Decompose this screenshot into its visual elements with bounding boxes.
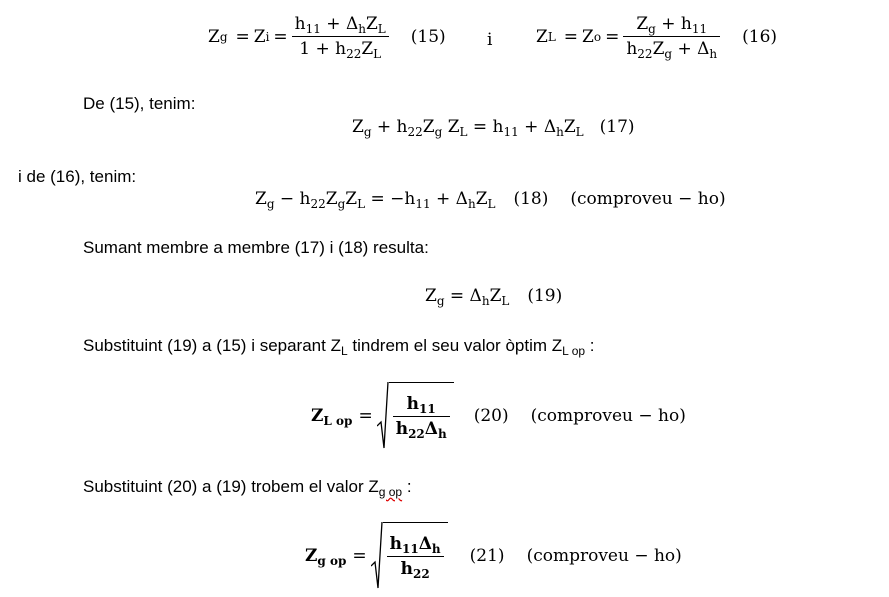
- eq18-sub: g: [337, 197, 346, 211]
- eq20-den: h: [395, 419, 409, 439]
- equation-19: [425, 286, 562, 306]
- eq21-num: h: [389, 534, 403, 554]
- eq21-lhs-sub: g op: [317, 554, 347, 568]
- eq17-sub: h: [556, 125, 564, 139]
- eq21-den: h: [400, 559, 413, 579]
- eq15-num-c-sub: L: [377, 22, 386, 36]
- eq15-fraction: [292, 14, 389, 59]
- eq18-sub: 11: [415, 197, 431, 211]
- eq16-num-b-sub: 11: [691, 22, 708, 36]
- subst1-part-c: :: [585, 336, 595, 355]
- eq17-part: Z: [563, 117, 576, 137]
- eq18-part: Z: [345, 189, 358, 209]
- eq20-num: h: [406, 394, 420, 414]
- conjunction-i: i: [487, 30, 493, 50]
- eq16-equals-2: =: [605, 26, 620, 47]
- equation-16: Z L = Z o = $\frac{Z_g + h_{11}}{h_{22}Z_g + \Delta_h}$ (16): [536, 14, 778, 61]
- eq20-sqrt: [377, 382, 454, 450]
- eq20-number: (20): [473, 406, 509, 426]
- subst2-part-c: :: [402, 477, 412, 496]
- eq15-num-c: Z: [365, 14, 378, 34]
- text-de-16: i de (16), tenim:: [18, 167, 137, 186]
- eq18-part: = −h: [365, 189, 416, 209]
- eq16-den-c: + Δ: [672, 39, 710, 59]
- eq17-sub: 11: [503, 125, 519, 139]
- eq15-num-b: + Δ: [320, 14, 359, 34]
- eq20-lhs: Z: [311, 406, 324, 426]
- eq20-note: (comproveu − ho): [530, 406, 686, 426]
- eq21-num2: Δ: [418, 534, 432, 554]
- eq20-den2: Δ: [424, 419, 438, 439]
- eq17-part: Z: [442, 117, 460, 137]
- eq20-num-sub: 11: [419, 402, 436, 416]
- equation-21: [305, 522, 682, 590]
- equation-15: Z g = Z i = $\frac{h_{11} + \Delta_hZ_L}{1 + h_{22}Z_L}$ (15): [208, 14, 446, 61]
- eq18-part: Z: [325, 189, 338, 209]
- eq17-number: (17): [599, 117, 635, 137]
- eq16-num-a-sub: g: [648, 22, 656, 36]
- eq21-note: (comproveu − ho): [526, 546, 682, 566]
- eq17-sub: 22: [407, 125, 423, 139]
- eq21-lhs: Z: [305, 546, 318, 566]
- eq15-equals-2: =: [273, 26, 288, 47]
- radical-sign-icon: [371, 522, 383, 590]
- eq21-sqrt: [371, 522, 448, 590]
- eq18-sub: 22: [310, 197, 326, 211]
- eq15-zi: Z: [253, 26, 266, 47]
- eq21-number: (21): [469, 546, 505, 566]
- eq16-den-b-sub: g: [664, 47, 673, 61]
- eq17-part: + h: [371, 117, 408, 137]
- eq17-sub: L: [575, 125, 584, 139]
- eq21-equals: =: [352, 546, 367, 566]
- eq16-zo: Z: [582, 26, 594, 47]
- eq17-part: = h: [467, 117, 504, 137]
- eq15-den-b: Z: [361, 39, 374, 59]
- eq17-sub: L: [459, 125, 468, 139]
- eq20-den2-sub: h: [437, 427, 447, 441]
- eq19-part: Z: [425, 286, 437, 306]
- subst1-part-b: tindrem el seu valor òptim Z: [347, 336, 563, 355]
- equation-18: [255, 189, 726, 209]
- eq16-den-a: h: [626, 39, 638, 59]
- eq18-sub: L: [487, 197, 496, 211]
- eq18-sub: g: [266, 197, 275, 211]
- eq18-part: + Δ: [430, 189, 468, 209]
- subst2-sub-a: g op: [378, 485, 403, 499]
- eq15-num-b-sub: h: [358, 22, 366, 36]
- eq15-den-a-sub: 22: [346, 47, 362, 61]
- eq16-equals: =: [563, 26, 579, 47]
- eq20-lhs-sub: L op: [323, 414, 353, 428]
- eq18-part: Z: [475, 189, 488, 209]
- eq16-den-a-sub: 22: [637, 47, 653, 61]
- eq18-note: (comproveu − ho): [570, 189, 726, 209]
- eq19-sub: L: [501, 294, 510, 308]
- eq21-den-sub: 22: [412, 567, 430, 581]
- equation-17: [352, 117, 635, 137]
- eq17-sub: g: [363, 125, 372, 139]
- subst1-sub-b: L op: [562, 344, 586, 358]
- eq19-part: = Δ: [444, 286, 482, 306]
- eq19-sub: h: [481, 294, 490, 308]
- eq17-sub: g: [434, 125, 443, 139]
- equation-20: [311, 382, 686, 450]
- eq19-number: (19): [527, 286, 563, 306]
- eq16-num-b: + h: [655, 14, 692, 34]
- eq16-fraction: [623, 14, 720, 59]
- text-sumant: Sumant membre a membre (17) i (18) resulta:: [83, 238, 429, 257]
- eq21-num2-sub: h: [431, 542, 441, 556]
- eq19-sub: g: [436, 294, 445, 308]
- text-de-15: De (15), tenim:: [83, 94, 196, 113]
- eq18-number: (18): [513, 189, 549, 209]
- eq17-part: + Δ: [518, 117, 557, 137]
- eq16-den-c-sub: h: [709, 47, 718, 61]
- eq16-lhs: Z: [536, 26, 548, 47]
- eq15-den-a: 1 + h: [299, 39, 347, 59]
- eq17-part: Z: [352, 117, 364, 137]
- eq15-lhs: Z: [208, 26, 220, 47]
- eq19-part: Z: [489, 286, 502, 306]
- eq17-part: Z: [422, 117, 435, 137]
- text-substituint-2: [83, 477, 412, 497]
- subst1-sub-a: L: [340, 344, 348, 358]
- subst1-part-a: Substituint (19) a (15) i separant Z: [83, 336, 341, 355]
- eq15-equals: =: [235, 26, 250, 47]
- eq16-num-a: Z: [636, 14, 649, 34]
- eq15-num-a-sub: 11: [305, 22, 321, 36]
- eq18-part: Z: [255, 189, 267, 209]
- subst2-part-a: Substituint (20) a (19) trobem el valor Z: [83, 477, 379, 496]
- eq16-den-b: Z: [652, 39, 665, 59]
- eq18-sub: L: [357, 197, 366, 211]
- eq18-sub: h: [467, 197, 476, 211]
- eq15-num-a: h: [294, 14, 306, 34]
- eq16-number: (16): [742, 26, 778, 47]
- radical-sign-icon: [377, 382, 389, 450]
- eq15-number: (15): [410, 26, 446, 47]
- eq20-equals: =: [358, 406, 373, 426]
- text-substituint-1: [83, 336, 595, 356]
- eq18-part: − h: [274, 189, 311, 209]
- eq21-num-sub: 11: [402, 542, 419, 556]
- eq20-den-sub: 22: [408, 427, 425, 441]
- eq15-den-b-sub: L: [373, 47, 382, 61]
